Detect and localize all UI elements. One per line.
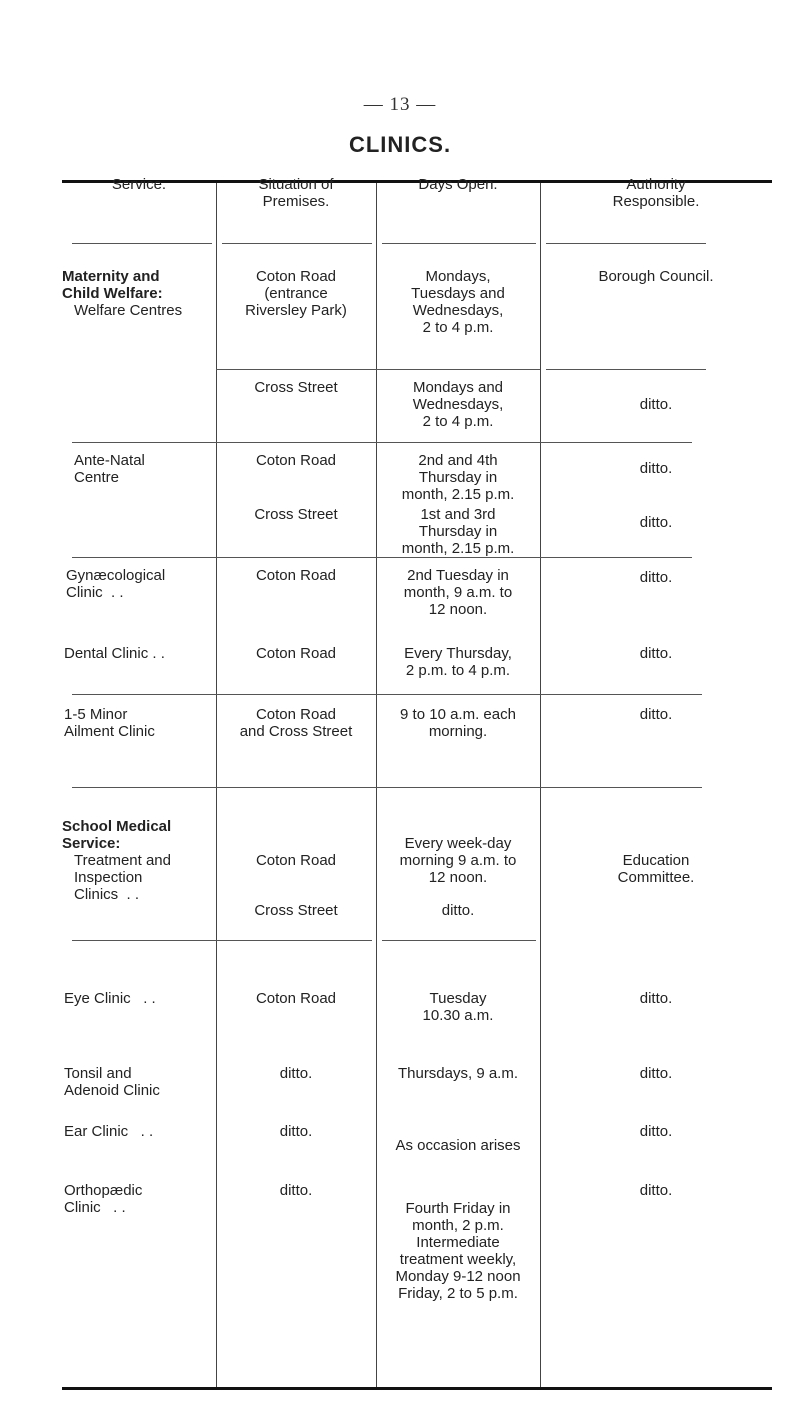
situation-cell: Cross Street [254,506,338,523]
authority-cell: ditto. [639,1123,673,1140]
situation-cell: Coton Road and Cross Street [239,706,353,740]
days-cell: 2nd Tuesday in month, 9 a.m. to 12 noon. [403,567,513,618]
authority-cell: ditto. [639,460,673,477]
days-cell: Tuesday 10.30 a.m. [422,990,494,1024]
authority-cell: ditto. [639,645,673,662]
row-divider [546,243,706,244]
authority-cell: ditto. [639,396,673,413]
row-divider [72,694,702,695]
authority-cell: ditto. [639,1065,673,1082]
header-situation: Situation of Premises. [258,176,334,210]
authority-cell: Education Committee. [617,852,695,886]
days-cell: Thursdays, 9 a.m. [397,1065,519,1082]
service-cell: Eye Clinic . . [64,990,156,1007]
header-authority: Authority Responsible. [612,176,700,210]
situation-cell: Coton Road [255,990,337,1007]
days-cell: Mondays, Tuesdays and Wednesdays, 2 to 4 p.m. [411,268,505,336]
situation-cell: Coton Road [255,452,337,469]
service-cell: Ante-Natal Centre [74,452,145,486]
column-divider [216,183,217,1387]
authority-cell: Borough Council. [598,268,714,285]
situation-cell: Coton Road (entrance Riversley Park) [245,268,347,319]
row-divider [222,243,372,244]
authority-cell: ditto. [639,706,673,723]
situation-cell: Coton Road [255,567,337,584]
service-cell: Gynæcological Clinic . . [66,567,166,601]
row-divider [72,940,372,941]
header-days: Days Open. [418,176,498,193]
service-cell: Welfare Centres [74,302,183,319]
service-cell: Orthopædic Clinic . . [64,1182,143,1216]
situation-cell: ditto. [279,1065,313,1082]
authority-cell: ditto. [639,514,673,531]
situation-cell: ditto. [279,1182,313,1199]
row-divider [72,557,692,558]
service-cell: Treatment and Inspection Clinics . . [74,852,171,903]
row-divider [72,442,692,443]
row-divider [382,940,536,941]
service-cell: 1-5 Minor Ailment Clinic [64,706,155,740]
row-divider [546,369,706,370]
table-bottom-rule [62,1387,772,1390]
situation-cell: Cross Street [254,379,338,396]
service-cell: Ear Clinic . . [64,1123,154,1140]
days-cell: ditto. [441,902,475,919]
days-cell: 1st and 3rd Thursday in month, 2.15 p.m. [401,506,515,557]
situation-cell: Cross Street [254,902,338,919]
situation-cell: ditto. [279,1123,313,1140]
service-cell: School Medical Service: [62,818,172,852]
page-number: — 13 — [363,94,437,115]
days-cell: Mondays and Wednesdays, 2 to 4 p.m. [412,379,504,430]
page-title: CLINICS. [348,132,452,157]
authority-cell: ditto. [639,569,673,586]
row-divider [216,369,540,370]
authority-cell: ditto. [639,1182,673,1199]
days-cell: Every Thursday, 2 p.m. to 4 p.m. [404,645,512,679]
situation-cell: Coton Road [255,852,337,869]
days-cell: As occasion arises [395,1137,521,1154]
authority-cell: ditto. [639,990,673,1007]
days-cell: Fourth Friday in month, 2 p.m. Intermediate treatment weekly, Monday 9-12 noon Friday, 2 to 5 p.m. [395,1200,521,1302]
days-cell: 9 to 10 a.m. each morning. [400,706,516,740]
service-cell: Tonsil and Adenoid Clinic [64,1065,160,1099]
service-cell: Dental Clinic . . [64,645,165,662]
service-cell: Maternity and Child Welfare: [62,268,163,302]
days-cell: Every week-day morning 9 a.m. to 12 noon. [399,835,517,886]
situation-cell: Coton Road [255,645,337,662]
column-divider [540,183,541,1387]
row-divider [72,243,212,244]
row-divider [382,243,536,244]
row-divider [72,787,702,788]
days-cell: 2nd and 4th Thursday in month, 2.15 p.m. [401,452,515,503]
